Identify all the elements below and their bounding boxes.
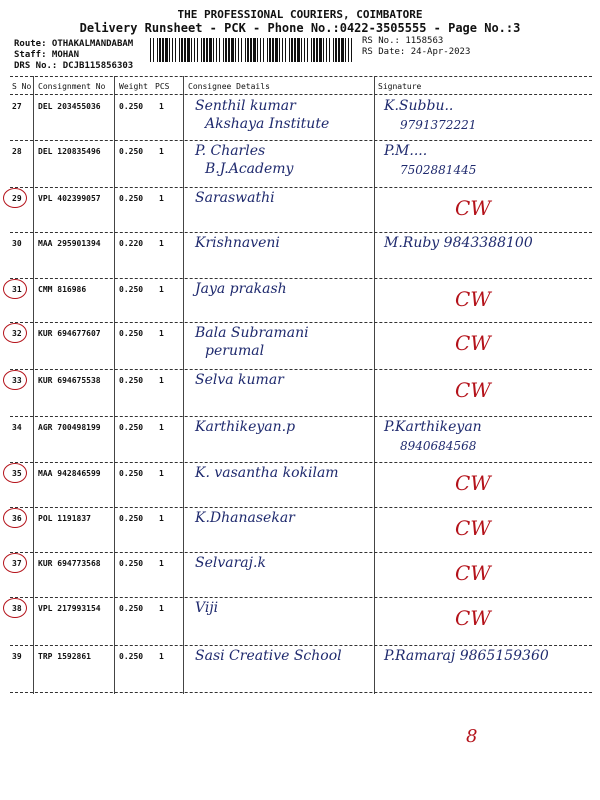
pcs-value: 1: [159, 514, 164, 523]
pcs-value: 1: [159, 147, 164, 156]
cw-mark: CW: [455, 287, 491, 311]
barcode-bar: [282, 38, 283, 62]
row-separator: [10, 369, 592, 370]
col-pcs: PCS: [155, 82, 170, 91]
circle-mark: [3, 279, 27, 299]
barcode-bar: [159, 38, 161, 62]
row-separator: [10, 416, 592, 417]
serial-number: 37: [12, 559, 22, 568]
weight-value: 0.250: [119, 604, 144, 613]
weight-value: 0.250: [119, 559, 144, 568]
barcode-bar: [165, 38, 168, 62]
cw-mark: CW: [455, 378, 491, 402]
barcode-bar: [341, 38, 344, 62]
barcode-bar: [238, 38, 239, 62]
barcode-bar: [329, 38, 330, 62]
page-mark: 8: [466, 726, 478, 747]
barcode-bar: [194, 38, 195, 62]
col-sno: S No: [12, 82, 32, 91]
signature-text: M.Ruby 9843388100: [384, 235, 533, 251]
barcode-bar: [223, 38, 224, 62]
barcode-bar: [253, 38, 256, 62]
route-text: Route: OTHAKALMANDABAM: [14, 39, 134, 49]
barcode-bar: [311, 38, 312, 62]
barcode-bar: [216, 38, 217, 62]
weight-value: 0.250: [119, 194, 144, 203]
cw-mark: CW: [455, 516, 491, 540]
serial-number: 39: [12, 652, 22, 661]
cw-mark: CW: [455, 196, 491, 220]
circle-mark: [3, 508, 27, 528]
circle-mark: [3, 370, 27, 390]
pcs-value: 1: [159, 423, 164, 432]
barcode-bar: [263, 38, 264, 62]
barcode-bar: [323, 38, 324, 62]
pcs-value: 1: [159, 329, 164, 338]
barcode-bar: [307, 38, 308, 62]
row-separator: [10, 462, 592, 463]
consignment-number: DEL 203455036: [38, 102, 101, 111]
row-separator: [10, 278, 592, 279]
weight-value: 0.250: [119, 652, 144, 661]
weight-value: 0.250: [119, 329, 144, 338]
barcode-bar: [267, 38, 268, 62]
pcs-value: 1: [159, 194, 164, 203]
barcode-bar: [316, 38, 318, 62]
col-divider: [33, 76, 34, 694]
consignee-name: Saraswathi: [195, 190, 275, 206]
runsheet-title: THE PROFESSIONAL COURIERS, COIMBATORE: [177, 8, 423, 21]
barcode-bar: [247, 38, 249, 62]
barcode-bar: [272, 38, 274, 62]
barcode-bar: [260, 38, 261, 62]
barcode-bar: [153, 38, 154, 62]
barcode-bar: [150, 38, 151, 62]
barcode-bar: [279, 38, 280, 62]
circle-mark: [3, 188, 27, 208]
barcode-bar: [228, 38, 230, 62]
barcode-bar: [319, 38, 322, 62]
consignee-name: P. Charles: [195, 143, 266, 159]
row-separator: [10, 552, 592, 553]
barcode-bar: [184, 38, 186, 62]
signature-text: P.M....: [384, 143, 428, 159]
barcode-bar: [203, 38, 205, 62]
serial-number: 29: [12, 194, 22, 203]
barcode-bar: [285, 38, 286, 62]
barcode-bar: [162, 38, 164, 62]
staff-text: Staff: MOHAN: [14, 50, 80, 60]
meta-right: [362, 36, 470, 58]
barcode-bar: [257, 38, 258, 62]
barcode-bar: [326, 38, 327, 62]
consignee-name: Selva kumar: [195, 372, 284, 388]
consignee-name: Selvaraj.k: [195, 555, 266, 571]
circle-mark: [3, 553, 27, 573]
barcode-image: [150, 38, 355, 62]
pcs-value: 1: [159, 239, 164, 248]
weight-value: 0.220: [119, 239, 144, 248]
barcode-bar: [206, 38, 208, 62]
row-separator: [10, 322, 592, 323]
row-separator: [10, 692, 592, 693]
weight-value: 0.250: [119, 147, 144, 156]
barcode-bar: [209, 38, 212, 62]
serial-number: 31: [12, 285, 22, 294]
consignee-name: Karthikeyan.p: [195, 419, 296, 435]
serial-number: 36: [12, 514, 22, 523]
consignment-number: DEL 120835496: [38, 147, 101, 156]
consignment-number: VPL 402399057: [38, 194, 101, 203]
table-header: [0, 80, 600, 94]
consignee-name: Viji: [195, 600, 219, 616]
barcode-bar: [219, 38, 220, 62]
barcode-bar: [294, 38, 296, 62]
consignee-address: Akshaya Institute: [205, 116, 330, 132]
consignee-name: K.Dhanasekar: [195, 510, 295, 526]
barcode-bar: [213, 38, 214, 62]
cw-mark: CW: [455, 331, 491, 355]
barcode-bar: [181, 38, 183, 62]
weight-value: 0.250: [119, 514, 144, 523]
consignee-address: B.J.Academy: [205, 161, 294, 177]
weight-value: 0.250: [119, 469, 144, 478]
cw-mark: CW: [455, 606, 491, 630]
consignment-number: VPL 217993154: [38, 604, 101, 613]
barcode-bar: [172, 38, 173, 62]
barcode-bar: [187, 38, 190, 62]
weight-value: 0.250: [119, 423, 144, 432]
signature-phone: 9791372221: [400, 118, 477, 132]
signature-text: P.Karthikeyan: [384, 419, 482, 435]
barcode-bar: [235, 38, 236, 62]
barcode-bar: [169, 38, 170, 62]
consignment-number: TRP 1592861: [38, 652, 91, 661]
barcode-bar: [231, 38, 234, 62]
serial-number: 28: [12, 147, 22, 156]
weight-value: 0.250: [119, 102, 144, 111]
pcs-value: 1: [159, 469, 164, 478]
barcode-bar: [245, 38, 246, 62]
signature-phone: 7502881445: [400, 163, 477, 177]
col-divider: [114, 76, 115, 694]
barcode-bar: [197, 38, 198, 62]
pcs-value: 1: [159, 102, 164, 111]
col-weight: Weight: [119, 82, 148, 91]
row-separator: [10, 232, 592, 233]
serial-number: 34: [12, 423, 22, 432]
pcs-value: 1: [159, 559, 164, 568]
barcode-bar: [157, 38, 158, 62]
barcode-bar: [191, 38, 192, 62]
consignment-number: POL 1191837: [38, 514, 91, 523]
barcode-bar: [333, 38, 334, 62]
col-consignment: Consignment No: [38, 82, 106, 91]
col-divider: [183, 76, 184, 694]
drs-text: DRS No.: DCJB115856303: [14, 61, 134, 71]
barcode-bar: [313, 38, 315, 62]
barcode-bar: [301, 38, 302, 62]
circle-mark: [3, 323, 27, 343]
barcode-bar: [291, 38, 293, 62]
barcode-bar: [179, 38, 180, 62]
signature-text: K.Subbu..: [384, 98, 454, 114]
header-rule: [10, 94, 592, 95]
consignee-name: Senthil kumar: [195, 98, 296, 114]
weight-value: 0.250: [119, 285, 144, 294]
row-separator: [10, 507, 592, 508]
rs-no-text: RS No.: 1158563: [362, 36, 444, 46]
consignee-name: Krishnaveni: [195, 235, 280, 251]
table-top-rule: [10, 76, 592, 77]
barcode-bar: [348, 38, 349, 62]
serial-number: 27: [12, 102, 22, 111]
runsheet-subtitle: Delivery Runsheet - PCK - Phone No.:0422-3505555 - Page No.:3: [79, 21, 521, 35]
barcode-bar: [275, 38, 278, 62]
consignee-name: Jaya prakash: [195, 281, 287, 297]
pcs-value: 1: [159, 376, 164, 385]
consignee-name: Bala Subramani: [195, 325, 309, 341]
consignment-number: KUR 694675538: [38, 376, 101, 385]
barcode-bar: [338, 38, 340, 62]
barcode-bar: [297, 38, 300, 62]
row-separator: [10, 187, 592, 188]
row-separator: [10, 597, 592, 598]
pcs-value: 1: [159, 285, 164, 294]
serial-number: 32: [12, 329, 22, 338]
barcode-bar: [201, 38, 202, 62]
col-divider: [374, 76, 375, 694]
barcode-bar: [335, 38, 337, 62]
barcode-bar: [289, 38, 290, 62]
barcode-bar: [269, 38, 271, 62]
serial-number: 30: [12, 239, 22, 248]
consignment-number: KUR 694677607: [38, 329, 101, 338]
circle-mark: [3, 598, 27, 618]
cw-mark: CW: [455, 561, 491, 585]
circle-mark: [3, 463, 27, 483]
col-consignee: Consignee Details: [188, 82, 270, 91]
pcs-value: 1: [159, 604, 164, 613]
consignee-name: K. vasantha kokilam: [195, 465, 339, 481]
pcs-value: 1: [159, 652, 164, 661]
consignment-number: KUR 694773568: [38, 559, 101, 568]
row-separator: [10, 140, 592, 141]
signature-text: P.Ramaraj 9865159360: [384, 648, 549, 664]
col-signature: Signature: [378, 82, 422, 91]
serial-number: 38: [12, 604, 22, 613]
serial-number: 33: [12, 376, 22, 385]
serial-number: 35: [12, 469, 22, 478]
signature-phone: 8940684568: [400, 439, 477, 453]
consignee-name: Sasi Creative School: [195, 648, 342, 664]
barcode-bar: [351, 38, 352, 62]
rs-date-text: RS Date: 24-Apr-2023: [362, 47, 471, 57]
cw-mark: CW: [455, 471, 491, 495]
barcode-bar: [250, 38, 252, 62]
consignee-address: perumal: [205, 343, 265, 359]
barcode-bar: [225, 38, 227, 62]
barcode-bar: [241, 38, 242, 62]
row-separator: [10, 645, 592, 646]
weight-value: 0.250: [119, 376, 144, 385]
meta-left: [14, 39, 133, 72]
consignment-number: CMM 816986: [38, 285, 87, 294]
barcode-bar: [304, 38, 305, 62]
consignment-number: MAA 295901394: [38, 239, 101, 248]
barcode-bar: [175, 38, 176, 62]
consignment-number: AGR 700498199: [38, 423, 101, 432]
consignment-number: MAA 942846599: [38, 469, 101, 478]
barcode-bar: [345, 38, 346, 62]
